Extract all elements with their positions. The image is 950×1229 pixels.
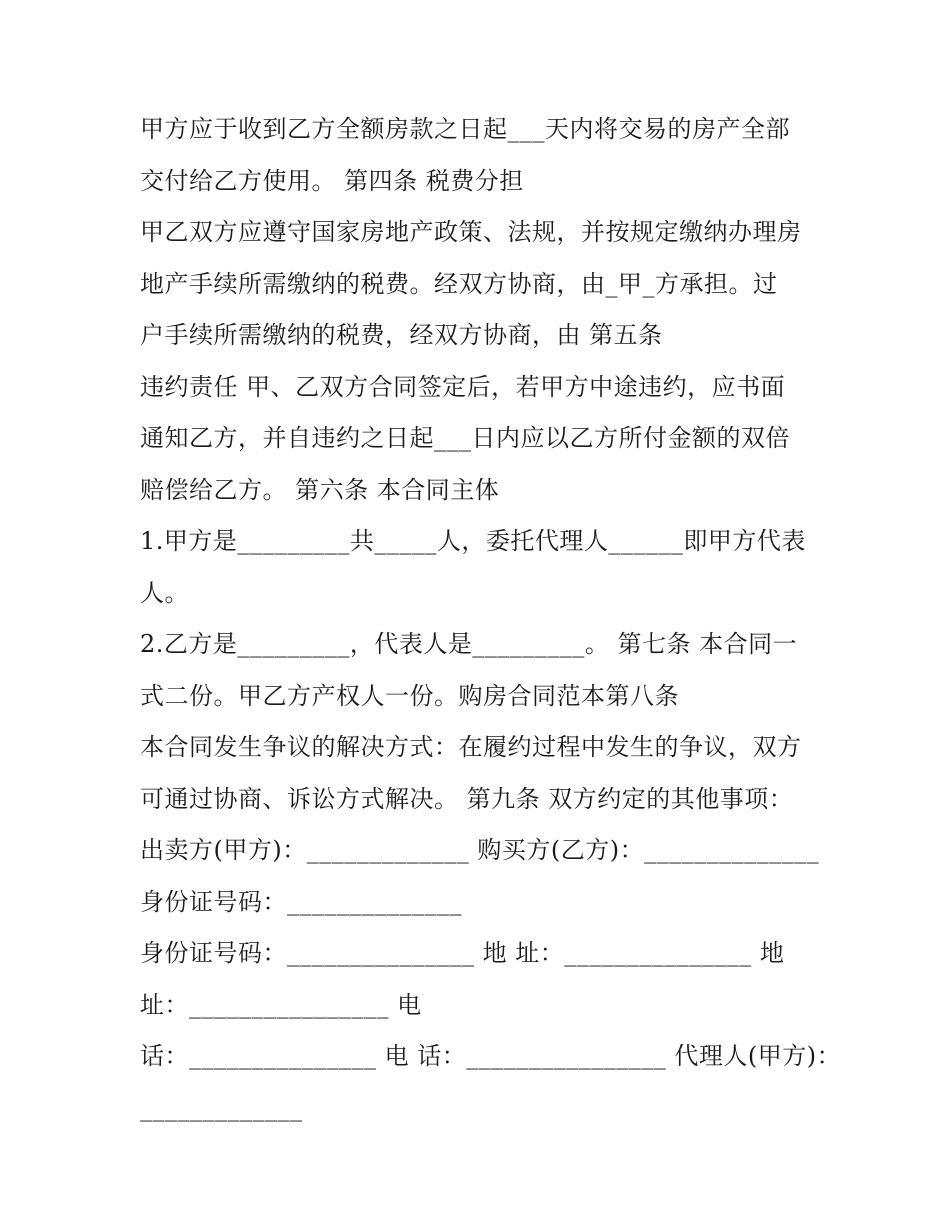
text-line: 式二份。甲乙方产权人一份。购房合同范本第八条 [140,681,679,710]
text-line: 甲方应于收到乙方全额房款之日起___天内将交易的房产全部 [140,115,790,143]
text-line: 址：________________ 电 [140,990,422,1019]
text-line: 身份证号码：______________ [140,887,462,916]
text-line: 人。 [140,578,189,607]
text-line: 甲乙双方应遵守国家房地产政策、法规，并按规定缴纳办理房 [140,218,802,246]
text-line: 1.甲方是_________共_____人，委托代理人______即甲方代表 [140,527,806,555]
text-line: 可通过协商、诉讼方式解决。 第九条 双方约定的其他事项： [140,784,794,813]
text-line: 2.乙方是_________，代表人是_________。 第七条 本合同一 [140,630,798,658]
text-line: 户手续所需缴纳的税费，经双方协商，由 第五条 [140,321,663,349]
text-line: 本合同发生争议的解决方式：在履约过程中发生的争议，双方 [140,733,802,761]
text-line: 违约责任 甲、乙双方合同签定后，若甲方中途违约，应书面 [140,372,786,401]
text-line: 地产手续所需缴纳的税费。经双方协商，由_甲_方承担。过 [140,269,778,298]
document-page [140,104,842,1134]
text-line: 通知乙方，并自违约之日起___日内应以乙方所付金额的双倍 [140,424,790,452]
text-line: 出卖方(甲方)：_____________ 购买方(乙方)：______________ [140,836,820,864]
text-line: 话：_______________ 电 话：________________ 代理人(甲方)： [140,1042,842,1070]
text-line: 交付给乙方使用。 第四条 税费分担 [140,166,524,195]
text-line: _____________ [140,1093,303,1122]
text-line: 赔偿给乙方。 第六条 本合同主体 [140,475,500,504]
text-line: 身份证号码：_______________ 地 址：_______________ 地 [140,939,785,967]
